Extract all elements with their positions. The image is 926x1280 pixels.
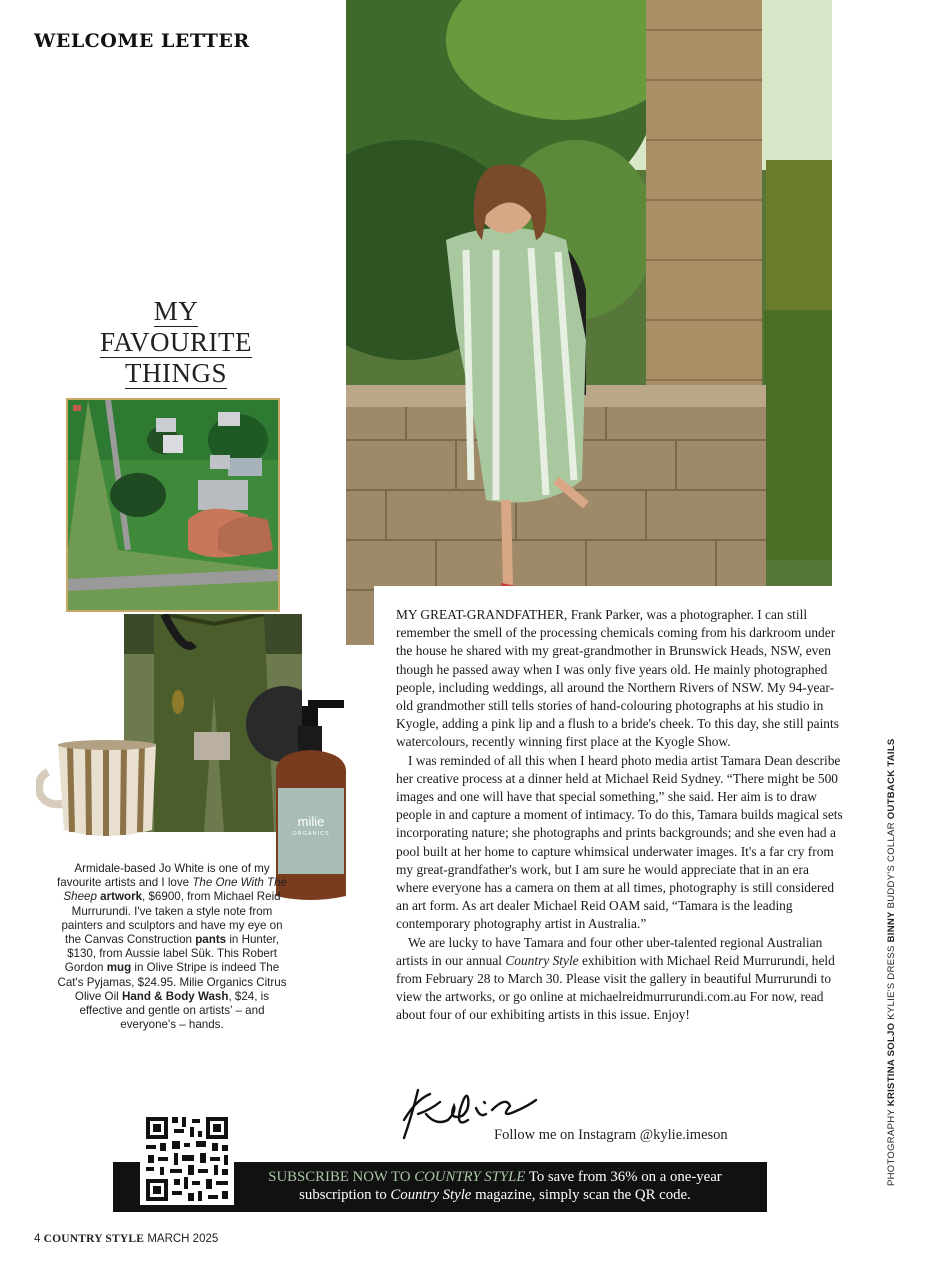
credit-name: KRISTINA SOLJO [886,1022,897,1107]
favourites-title-line: FAVOURITE [99,327,252,357]
subscribe-magazine: Country Style [390,1187,472,1203]
hero-photo [346,0,832,645]
subscribe-cta: SUBSCRIBE NOW TO [268,1169,415,1185]
caption-text: , $24, is effective and gentle on artists' – and everyone's – hands. [79,989,270,1032]
favourites-title-line: MY [153,296,199,326]
mug-image [36,738,162,840]
letter-paragraph: I was reminded of all this when I heard photo media artist Tamara Dean describe her creative process at a dinner held at Michael Reid Sydney. “There might be 500 images and one will have that special something,” she said. Her aim is to draw people in and capture a moment of intimacy. To do this, Tamara builds magical sets incorporating nature; she photographs and prints backgrounds; and she even had a pool built at her home to capture whimsical underwater images. It's a far cry from my great-grandfather's work, but I am sure he would appreciate that in an era where everyone has a camera on them at all times, photography is still considered an art form. As art dealer Michael Reid OAM said, “Tamara is the leading contemporary photography artist in Australia.” [396,752,843,932]
letter-body [396,606,844,1025]
credit-label: PHOTOGRAPHY [886,1106,897,1186]
letter-text: exhibition with Michael Reid Murrurundi, held from February 28 to March 30. Please visit the gallery in beautiful Murrurundi to view the artworks, or go online at michaelreidmurrurundi.com.au For now, read about four of our exhibiting artists in this issue. Enjoy! [396,952,835,1023]
favourites-caption [56,862,288,1032]
instagram-handle[interactable]: Follow me on Instagram @kylie.imeson [494,1127,728,1143]
favourites-title-line: THINGS [125,358,227,388]
letter-text: We are lucky to have Tamara and four other uber-talented regional Australian artists in our annual [396,934,823,968]
subscribe-text [230,1168,760,1204]
caption-keyword: mug [106,961,132,975]
qr-code[interactable] [140,1113,234,1205]
favourites-title [96,298,256,391]
credit-name: BINNY [886,911,897,943]
publication-name: COUNTRY STYLE [43,1233,145,1245]
bottle-sub: ORGANICS [292,831,330,837]
subscribe-line: magazine, simply scan the QR code. [471,1187,691,1203]
caption-text: Armidale-based Jo White is one of my favourite artists and I love [57,862,270,890]
bottle-brand: milie [297,814,325,829]
caption-text: in Hunter, $130, from Aussie label Sük. This Robert Gordon [64,933,279,975]
caption-artwork-title: The One With The Sheep [63,876,287,904]
credit-label: KYLIE'S DRESS [886,942,897,1023]
credit-name: OUTBACK TAILS [886,738,897,820]
issue-date: MARCH 2025 [147,1233,219,1245]
caption-keyword: artwork [100,890,143,904]
caption-text: in Olive Stripe is indeed The Cat's Pyjamas, $24.95. Milie Organics Citrus Olive Oil [57,961,287,1003]
letter-paragraph: MY GREAT-GRANDFATHER, Frank Parker, was a photographer. I can still remember the smell of the processing chemicals coming from his darkroom under the house he shared with my great-grandmother in Brunswick Heads, NSW, even though he passed away when I was only five years old. He mainly photographed people, including weddings, all around the Northern Rivers of NSW. My 94-year-old grandmother still tells stories of hand-colouring photographs at his studio in Kyogle, adding a pink lip and a flush to a bride's cheek. To this day, she still paints watercolours, recently winning first place at the Kyogle Show. [396,607,839,750]
photo-credits [886,738,900,1190]
subscribe-line: subscription to [299,1187,391,1203]
page-number: 4 [34,1233,41,1245]
subscribe-line: To save from 36% on a one-year [525,1169,722,1185]
letter-paragraph [396,934,844,1025]
credit-label: BUDDY'S COLLAR [886,819,897,912]
caption-text: , $6900, from Michael Reid Murrurundi. I've taken a style note from painters and sculptors and have my eye on the Canvas Construction [61,890,283,947]
caption-keyword: Hand & Body Wash [121,989,229,1003]
section-label: WELCOME LETTER [34,30,250,52]
page-footer [34,1233,218,1245]
letter-italic: Country Style [505,952,579,968]
artwork-image [66,398,280,612]
caption-keyword: pants [195,933,227,947]
subscribe-cta-magazine: COUNTRY STYLE [414,1169,526,1185]
